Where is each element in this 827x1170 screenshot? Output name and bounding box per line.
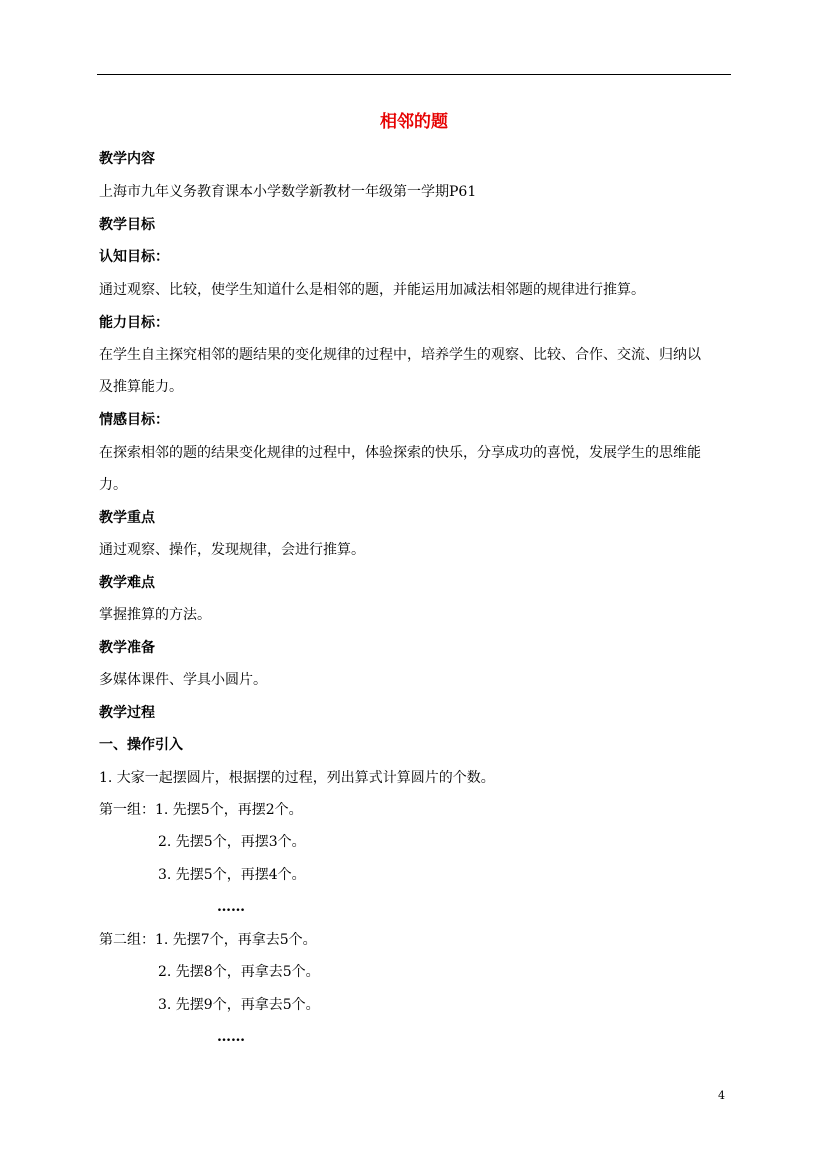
- section-heading-process: 教学过程: [99, 705, 155, 721]
- section-heading-preparation: 教学准备: [99, 640, 155, 656]
- preparation-text: 多媒体课件、学具小圆片。: [99, 672, 267, 688]
- ability-text-line2: 及推算能力。: [99, 379, 183, 395]
- group2-item3: 3. 先摆9个，再拿去5个。: [158, 997, 320, 1013]
- cognitive-text: 通过观察、比较，使学生知道什么是相邻的题，并能运用加减法相邻题的规律进行推算。: [99, 282, 645, 298]
- key-points-text: 通过观察、操作，发现规律，会进行推算。: [99, 542, 365, 558]
- group1-ellipsis: ……: [217, 899, 245, 915]
- group1-item2: 2. 先摆5个，再摆3个。: [158, 834, 306, 850]
- subheading-intro: 一、操作引入: [99, 737, 183, 753]
- group1-item1: 第一组：1. 先摆5个，再摆2个。: [99, 802, 303, 818]
- group1-item3: 3. 先摆5个，再摆4个。: [158, 867, 306, 883]
- section-heading-content: 教学内容: [99, 151, 155, 167]
- group2-ellipsis: ……: [217, 1029, 245, 1045]
- header-rule: [97, 74, 731, 75]
- emotion-text-line2: 力。: [99, 477, 127, 493]
- section-heading-difficulties: 教学难点: [99, 575, 155, 591]
- emotion-text-line1: 在探索相邻的题的结果变化规律的过程中，体验探索的快乐，分享成功的喜悦，发展学生的思维能: [99, 445, 701, 461]
- page-title: 相邻的题: [380, 112, 448, 132]
- section-heading-key-points: 教学重点: [99, 510, 155, 526]
- subheading-emotion: 情感目标：: [99, 412, 169, 428]
- group2-item2: 2. 先摆8个，再拿去5个。: [158, 964, 320, 980]
- page-number: 4: [718, 1089, 725, 1102]
- section-heading-objectives: 教学目标: [99, 217, 155, 233]
- ability-text-line1: 在学生自主探究相邻的题结果的变化规律的过程中，培养学生的观察、比较、合作、交流、归纳以: [99, 347, 701, 363]
- subheading-ability: 能力目标：: [99, 315, 169, 331]
- content-text: 上海市九年义务教育课本小学数学新教材一年级第一学期P61: [99, 184, 477, 200]
- intro-text: 1. 大家一起摆圆片，根据摆的过程，列出算式计算圆片的个数。: [99, 770, 495, 786]
- group2-item1: 第二组：1. 先摆7个，再拿去5个。: [99, 932, 317, 948]
- difficulties-text: 掌握推算的方法。: [99, 607, 211, 623]
- subheading-cognitive: 认知目标：: [99, 249, 169, 265]
